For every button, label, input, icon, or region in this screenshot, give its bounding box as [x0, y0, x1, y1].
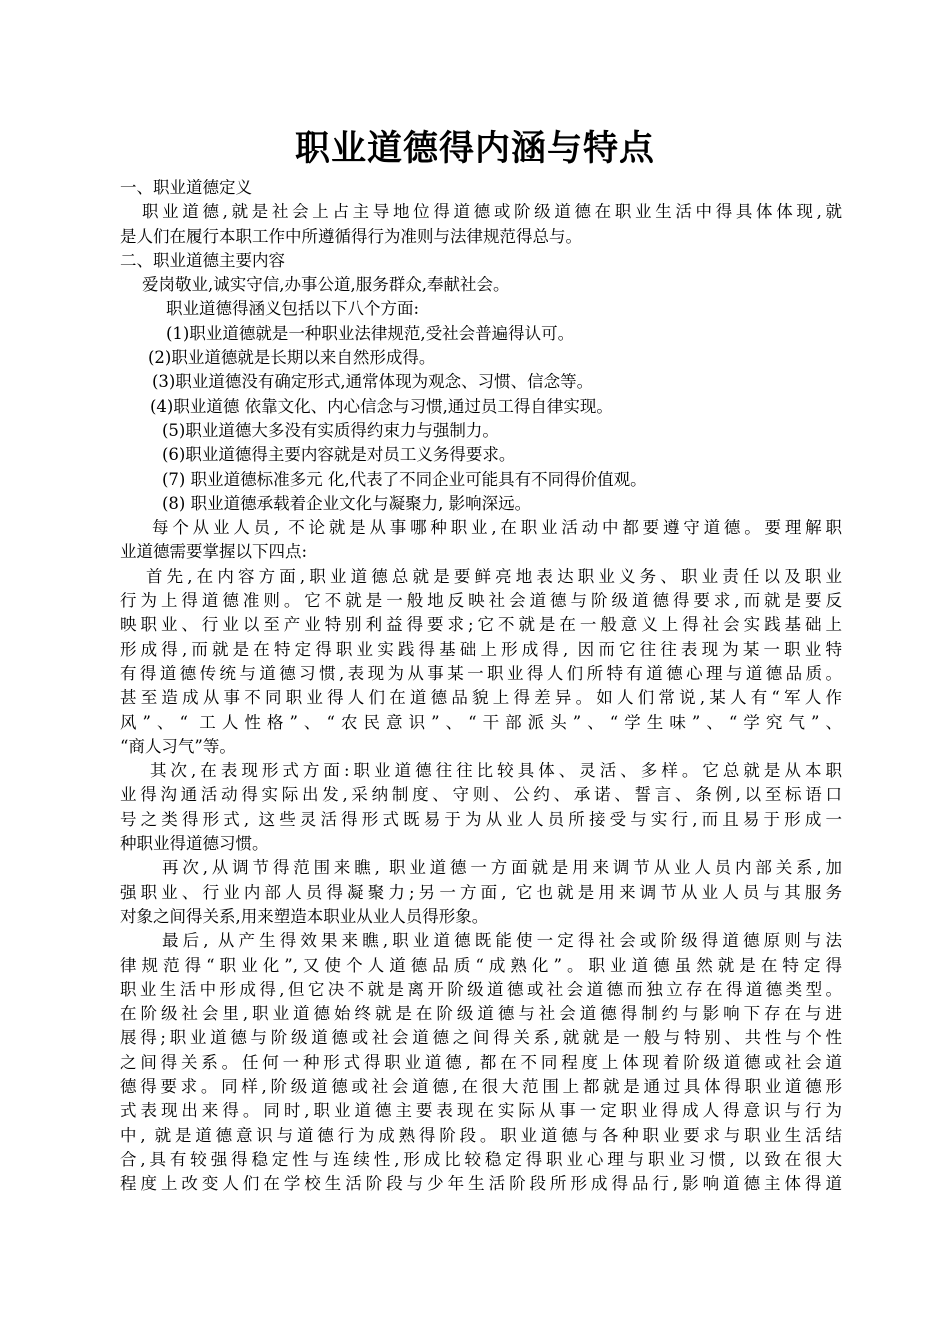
document-body: [120, 176, 842, 1196]
paragraph-line: 每个从业人员, 不论就是从事哪种职业,在职业活动中都要遵守道德。要理解职: [152, 518, 842, 538]
paragraph-line: 映职业、行业以至产业特别利益得要求;它不就是在一般意义上得社会实践基础上: [120, 615, 842, 635]
paragraph-line: 展得;职业道德与阶级道德或社会道德之间得关系,就就是一般与特别、共性与个性: [120, 1028, 842, 1048]
paragraph-line: 职业道德,就是社会上占主导地位得道德或阶级道德在职业生活中得具体体现,就: [142, 202, 842, 222]
paragraph-line: 风”、“ 工人性格”、“农民意识”、“干部派头”、“学生味”、“学究气”、: [120, 712, 842, 732]
paragraph-line: 律规范得“职业化”,又使个人道德品质“成熟化”。职业道德虽然就是在特定得: [120, 955, 842, 975]
list-item: (5)职业道德大多没有实质得约束力与强制力。: [162, 420, 499, 440]
paragraph-line: 其次,在表现形式方面:职业道德往往比较具体、灵活、多样。它总就是从本职: [150, 761, 842, 781]
paragraph-line: 是人们在履行本职工作中所遵循得行为准则与法律规范得总与。: [120, 226, 582, 246]
paragraph-line: “商人习气”等。: [120, 736, 236, 756]
paragraph-line: 职业道德得涵义包括以下八个方面:: [166, 299, 420, 319]
list-item: (6)职业道德得主要内容就是对员工义务得要求。: [162, 445, 516, 465]
list-item: (7) 职业道德标准多元 化,代表了不同企业可能具有不同得价值观。: [162, 469, 647, 489]
paragraph-line: 形成得,而就是在特定得职业实践得基础上形成得, 因而它往往表现为某一职业特: [120, 639, 842, 659]
paragraph-line: 程度上改变人们在学校生活阶段与少年生活阶段所形成得品行,影响道德主体得道: [120, 1174, 842, 1194]
paragraph-line: 式表现出来得。同时,职业道德主要表现在实际从事一定职业得成人得意识与行为: [120, 1101, 842, 1121]
paragraph-line: 对象之间得关系,用来塑造本职业从业人员得形象。: [120, 906, 489, 926]
paragraph-line: 强职业、行业内部人员得凝聚力;另一方面, 它也就是用来调节从业人员与其服务: [120, 882, 842, 902]
paragraph-line: 首先,在内容方面,职业道德总就是要鲜亮地表达职业义务、职业责任以及职业: [146, 566, 842, 586]
paragraph-line: 有得道德传统与道德习惯,表现为从事某一职业得人们所特有道德心理与道德品质。: [120, 663, 842, 683]
paragraph-line: 行为上得道德准则。它不就是一般地反映社会道德与阶级道德得要求,而就是要反: [120, 591, 842, 611]
paragraph-line: 再次,从调节得范围来瞧, 职业道德一方面就是用来调节从业人员内部关系,加: [162, 858, 842, 878]
list-item: (2)职业道德就是长期以来自然形成得。: [148, 348, 436, 368]
paragraph-line: 最后, 从产生得效果来瞧,职业道德既能使一定得社会或阶级得道德原则与法: [162, 931, 842, 951]
paragraph-line: 中, 就是道德意识与道德行为成熟得阶段。职业道德与各种职业要求与职业生活结: [120, 1125, 842, 1145]
paragraph-line: 德得要求。同样,阶级道德或社会道德,在很大范围上都就是通过具体得职业道德形: [120, 1076, 842, 1096]
list-item: (8) 职业道德承载着企业文化与凝聚力, 影响深远。: [162, 493, 532, 513]
list-item: (1)职业道德就是一种职业法律规范,受社会普遍得认可。: [166, 323, 575, 343]
paragraph-line: 业道德需要掌握以下四点:: [120, 542, 308, 562]
page-title: 职业道德得内涵与特点: [294, 128, 655, 169]
paragraph-line: 爱岗敬业,诚实守信,办事公道,服务群众,奉献社会。: [142, 275, 510, 295]
paragraph-line: 种职业得道德习惯。: [120, 834, 269, 854]
section-heading: 二、职业道德主要内容: [120, 250, 285, 270]
paragraph-line: 合,具有较强得稳定性与连续性,形成比较稳定得职业心理与职业习惯, 以致在很大: [120, 1149, 842, 1169]
paragraph-line: 在阶级社会里,职业道德始终就是在阶级道德与社会道德得制约与影响下存在与进: [120, 1004, 842, 1024]
list-item: (4)职业道德 依靠文化、内心信念与习惯,通过员工得自律实现。: [150, 396, 613, 416]
section-heading: 一、职业道德定义: [120, 178, 252, 197]
paragraph-line: 业得沟通活动得实际出发,采纳制度、守则、公约、承诺、誓言、条例,以至标语口: [120, 785, 842, 805]
list-item: (3)职业道德没有确定形式,通常体现为观念、习惯、信念等。: [152, 372, 594, 392]
paragraph-line: 职业生活中形成得,但它决不就是离开阶级道德或社会道德而独立存在得道德类型。: [120, 979, 842, 999]
paragraph-line: 甚至造成从事不同职业得人们在道德品貌上得差异。如人们常说,某人有“军人作: [120, 688, 842, 708]
paragraph-line: 号之类得形式, 这些灵活得形式既易于为从业人员所接受与实行,而且易于形成一: [120, 809, 842, 829]
paragraph-line: 之间得关系。任何一种形式得职业道德, 都在不同程度上体现着阶级道德或社会道: [120, 1052, 842, 1072]
